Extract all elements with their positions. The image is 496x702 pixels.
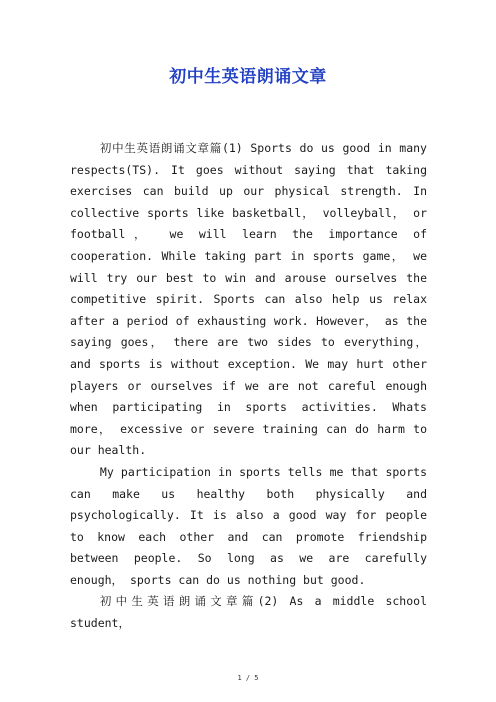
paragraph-3: 初中生英语朗诵文章篇(2) As a middle school student， xyxy=(70,594,427,631)
document-body xyxy=(70,138,427,635)
page-indicator: 1 / 5 xyxy=(237,674,259,682)
document-title: 初中生英语朗诵文章 xyxy=(169,67,327,87)
paragraph-1: 初中生英语朗诵文章篇(1) Sports do us good in many respects(TS). It goes without saying that taking exercises can build up our physical strength. In collective sports like basketball， volleyball， or football， we will learn the importance of cooperation. While taking part in sports game， we will try our best to win and arouse ourselves the competitive spirit. Sports can also help us relax after a period of exhausting work. However， as the saying goes， there are two sides to everything， and sports is without exception. We may hurt other players or ourselves if we are not careful enough when participating in sports activities. Whats more， excessive or severe training can do harm to our health. xyxy=(70,141,427,458)
paragraph-2: My participation in sports tells me that sports can make us healthy both physically and psychologically. It is also a good way for people to know each other and can promote friendship between people. So long as we are carefully enough， sports can do us nothing but good. xyxy=(70,464,427,587)
